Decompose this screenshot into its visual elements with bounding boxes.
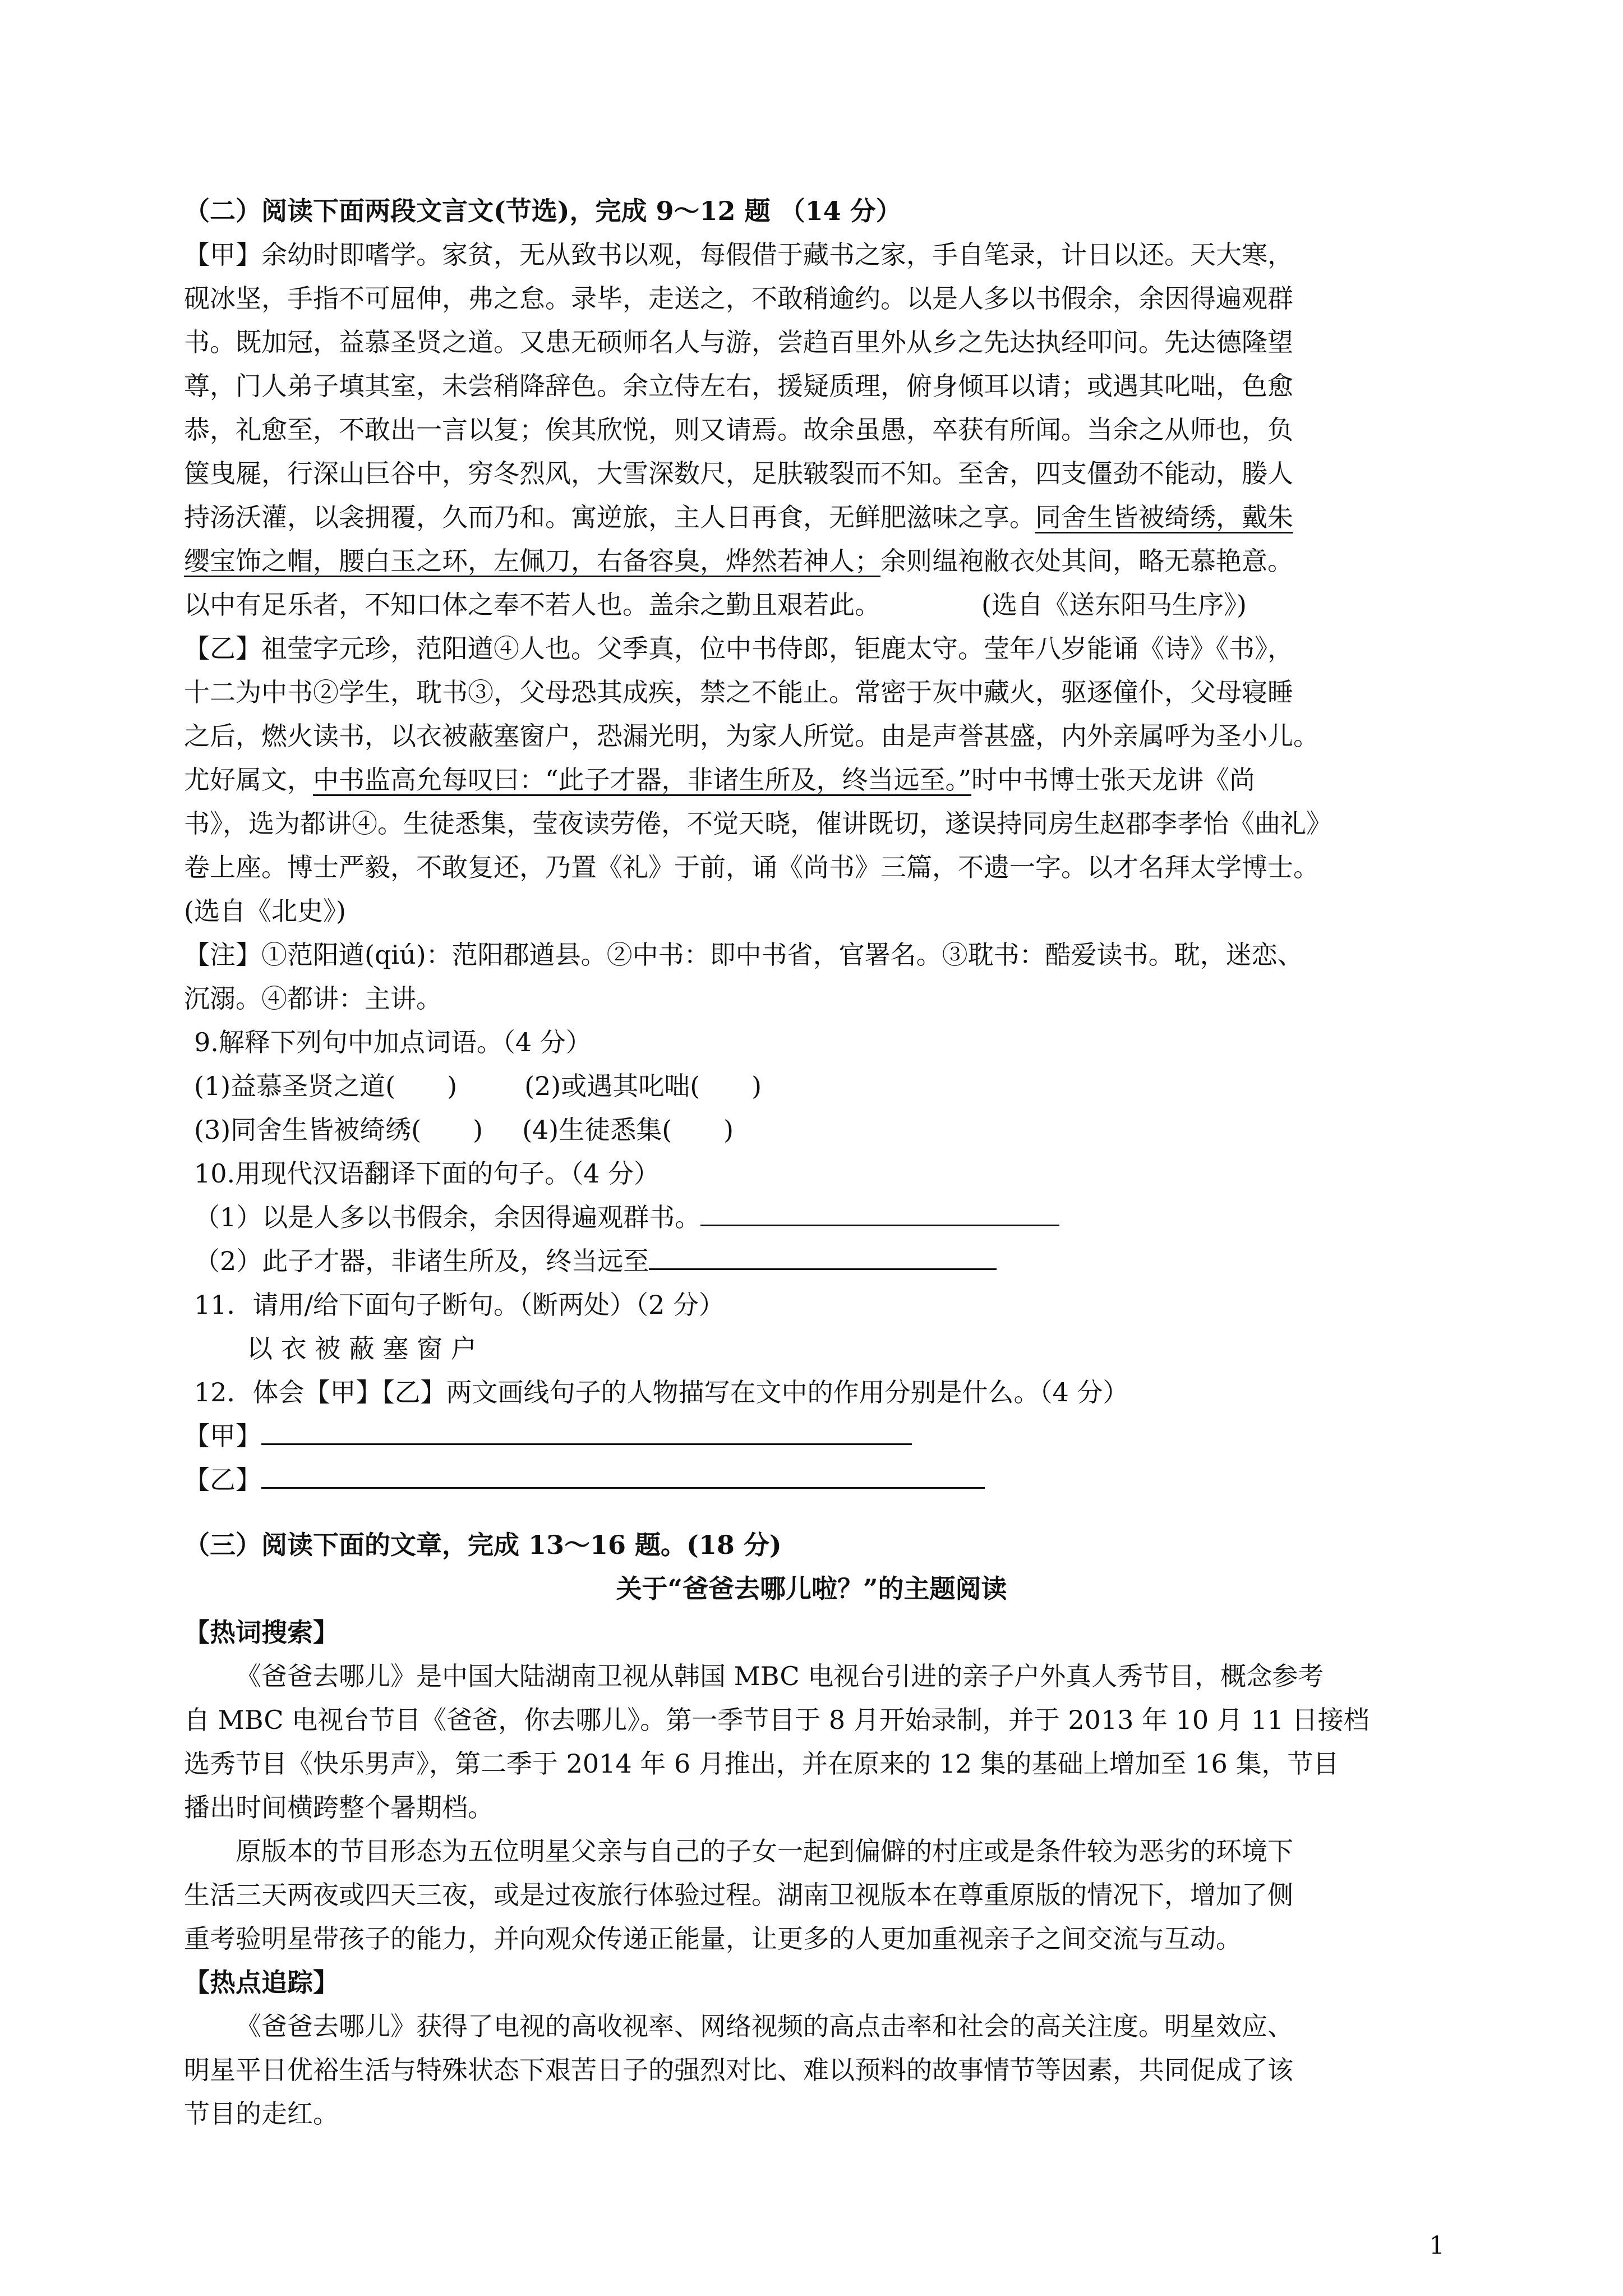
yi-source: (选自《北史》): [184, 896, 346, 926]
jia-line-8: [184, 540, 1446, 582]
yi-underlined-sentence: 中书监高允每叹曰：“此子才器，非诸生所及，终当远至。”: [313, 765, 972, 795]
q10-sentence-1: （1）以是人多以书假余，余因得遍观群书。: [194, 1202, 701, 1232]
jia-underlined-sentence-part2: 缨宝饰之帽，腰白玉之环，左佩刀，右备容臭，烨然若神人；: [184, 546, 880, 576]
yi-line-3: 之后，燃火读书，以衣被蔽塞窗户，恐漏光明，为家人所觉。由是声誉甚盛，内外亲属呼为圣小儿。: [184, 721, 1319, 751]
yi-line-6: 卷上座。博士严毅，不敢复还，乃置《礼》于前，诵《尚书》三篇，不遗一字。以才名拜太学博士。: [184, 852, 1319, 882]
p2-line-3: 重考验明星带孩子的能力，并向观众传递正能量，让更多的人更加重视亲子之间交流与互动。: [184, 1924, 1242, 1954]
p3-line-3: 节目的走红。: [184, 2099, 339, 2129]
q12-jia-label: 【甲】: [184, 1421, 261, 1451]
q12-stem: 12．体会【甲】【乙】两文画线句子的人物描写在文中的作用分别是什么。（4 分）: [194, 1377, 1129, 1407]
p2-line-1: 原版本的节目形态为五位明星父亲与自己的子女一起到偏僻的村庄或是条件较为恶劣的环境下: [236, 1836, 1293, 1866]
yi-line-4: [184, 758, 1446, 801]
q12-jia-row: [184, 1415, 1446, 1457]
section3-heading: （三）阅读下面的文章，完成 13～16 题。(18 分): [184, 1530, 782, 1560]
p1-line-4: 播出时间横跨整个暑期档。: [184, 1792, 494, 1823]
q10-answer-line-1[interactable]: [700, 1200, 1059, 1226]
jia-line-9-text: 以中有足乐者，不知口体之奉不若人也。盖余之勤且艰若此。: [184, 590, 880, 620]
jia-line-6: 箧曳屣，行深山巨谷中，穷冬烈风，大雪深数尺，足肤皲裂而不知。至舍，四支僵劲不能动，媵人: [184, 458, 1293, 489]
p3-line-2: 明星平日优裕生活与特殊状态下艰苦日子的强烈对比、难以预料的故事情节等因素，共同促成了该: [184, 2055, 1293, 2085]
jia-line-4: 尊，门人弟子填其室，未尝稍降辞色。余立侍左右，援疑质理，俯身倾耳以请；或遇其叱咄，色愈: [184, 371, 1293, 401]
notes-line-2: 沉溺。④都讲：主讲。: [184, 983, 442, 1014]
jia-line-7: [184, 496, 1446, 539]
q9-item-4: (4)生徒悉集( ): [522, 1115, 734, 1145]
q11-sentence: 以 衣 被 蔽 塞 窗 户: [247, 1333, 477, 1364]
q10-sentence-2: （2）此子才器，非诸生所及，终当远至: [194, 1246, 649, 1276]
p1-line-3: 选秀节目《快乐男声》，第二季于 2014 年 6 月推出，并在原来的 12 集的基础上增加至 16 集，节目: [184, 1749, 1339, 1779]
p3-line-1: 《爸爸去哪儿》获得了电视的高收视率、网络视频的高点击率和社会的高关注度。明星效应、: [236, 2011, 1293, 2041]
jia-line-1: 【甲】余幼时即嗜学。家贫，无从致书以观，每假借于藏书之家，手自笔录，计日以还。天大寒，: [184, 240, 1293, 270]
section2-heading: （二）阅读下面两段文言文(节选)，完成 9～12 题 （14 分）: [184, 196, 902, 226]
q10-stem: 10.用现代汉语翻译下面的句子。（4 分）: [194, 1158, 660, 1189]
yi-line-4-text-a: 尤好属文，: [184, 765, 313, 795]
jia-line-8-text: 余则缊袍敝衣处其间，略无慕艳意。: [880, 546, 1293, 576]
jia-line-2: 砚冰坚，手指不可屈伸，弗之怠。录毕，走送之，不敢稍逾约。以是人多以书假余，余因得遍观群: [184, 283, 1293, 314]
q10-sentence-2-row: [194, 1240, 1456, 1282]
q11-stem: 11．请用/给下面句子断句。（断两处）（2 分）: [194, 1290, 725, 1320]
p1-line-1: 《爸爸去哪儿》是中国大陆湖南卫视从韩国 MBC 电视台引进的亲子户外真人秀节目，概念参考: [236, 1661, 1324, 1691]
jia-source: (选自《送东阳马生序》): [981, 590, 1247, 620]
notes-line-1: 【注】①范阳遒(qiú)：范阳郡遒县。②中书：即中书省，官署名。③耽书：酷爱读书。耽，迷恋、: [184, 940, 1303, 970]
jia-line-3: 书。既加冠，益慕圣贤之道。又患无硕师名人与游，尝趋百里外从乡之先达执经叩问。先达德隆望: [184, 327, 1293, 357]
q9-items-row1: [194, 1065, 1456, 1107]
q12-yi-row: [184, 1458, 1446, 1501]
jia-line-5: 恭，礼愈至，不敢出一言以复；俟其欣悦，则又请焉。故余虽愚，卒获有所闻。当余之从师也，负: [184, 415, 1293, 445]
yi-line-1: 【乙】祖莹字元珍，范阳遒④人也。父季真，位中书侍郎，钜鹿太守。莹年八岁能诵《诗》《书》，: [184, 633, 1293, 664]
q9-item-1: (1)益慕圣贤之道( ): [194, 1071, 458, 1101]
q9-item-3: (3)同舍生皆被绮绣( ): [194, 1115, 483, 1145]
yi-line-5: 书》，选为都讲④。生徒悉集，莹夜读劳倦，不觉天晓，催讲既切，遂误持同房生赵郡李孝怡《曲礼》: [184, 808, 1332, 839]
hot-track-heading: 【热点追踪】: [184, 1967, 339, 1998]
jia-underlined-sentence-part1: 同舍生皆被绮绣，戴朱: [1035, 502, 1293, 532]
p1-line-2: 自 MBC 电视台节目《爸爸，你去哪儿》。第一季节目于 8 月开始录制，并于 2013 年 10 月 11 日接档: [184, 1705, 1370, 1735]
yi-line-2: 十二为中书②学生，耽书③，父母恐其成疾，禁之不能止。常密于灰中藏火，驱逐僮仆，父母寝睡: [184, 677, 1293, 707]
section3-title: 关于“爸爸去哪儿啦？”的主题阅读: [616, 1573, 1007, 1604]
q12-yi-answer-line[interactable]: [261, 1462, 985, 1489]
q9-items-row2: [194, 1108, 1456, 1151]
hot-search-heading: 【热词搜索】: [184, 1617, 339, 1648]
q12-jia-answer-line[interactable]: [261, 1419, 912, 1445]
page-number: 1: [1429, 2231, 1445, 2260]
q9-stem: 9.解释下列句中加点词语。（4 分）: [194, 1027, 592, 1057]
p2-line-2: 生活三天两夜或四天三夜，或是过夜旅行体验过程。湖南卫视版本在尊重原版的情况下，增加了侧: [184, 1880, 1293, 1910]
q12-yi-label: 【乙】: [184, 1465, 261, 1495]
q10-sentence-1-row: [194, 1196, 1456, 1239]
jia-line-7-text: 持汤沃灌，以衾拥覆，久而乃和。寓逆旅，主人日再食，无鲜肥滋味之享。: [184, 502, 1035, 532]
q9-item-2: (2)或遇其叱咄( ): [524, 1071, 762, 1101]
yi-line-4-text-b: 时中书博士张天龙讲《尚: [971, 765, 1256, 795]
q10-answer-line-2[interactable]: [649, 1244, 997, 1270]
jia-line-9: [184, 583, 1446, 626]
